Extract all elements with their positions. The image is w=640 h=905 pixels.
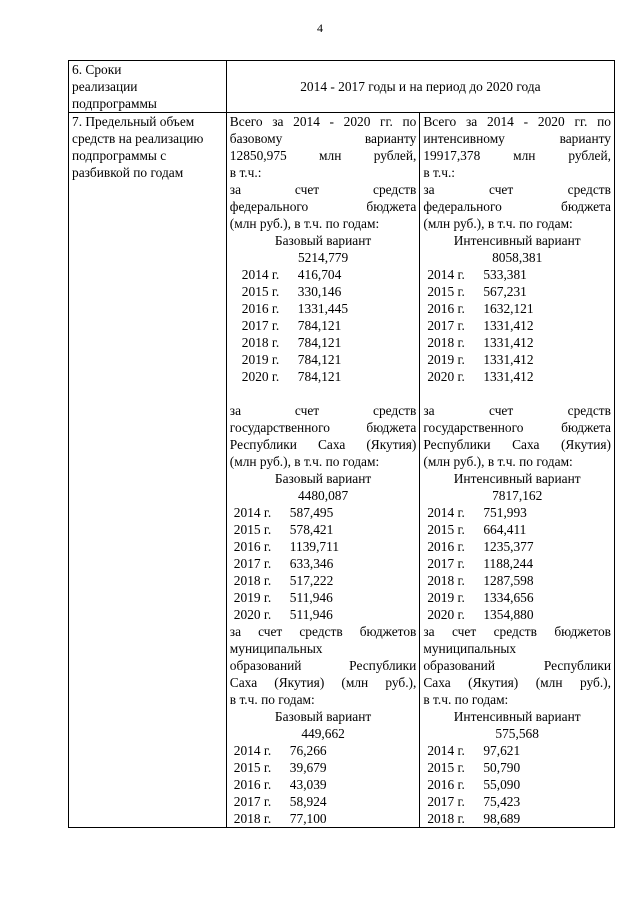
text-line: базовому варианту	[229, 131, 417, 146]
text-line: 19917,378 млн рублей,	[423, 148, 611, 163]
year-label: 2020 г.	[233, 607, 272, 622]
variant-title: Интенсивный вариант	[453, 471, 581, 486]
year-value: 1331,412	[483, 335, 534, 350]
subprogram-passport-table	[68, 60, 615, 828]
year-row	[423, 793, 611, 810]
text-line: (млн руб.), в т.ч. по годам:	[423, 454, 573, 469]
table-row-period	[69, 61, 615, 113]
year-row	[423, 589, 611, 606]
year-row	[230, 334, 417, 351]
year-value: 1331,412	[483, 352, 534, 367]
text-line: за счет средств	[229, 182, 417, 197]
label-line: подпрограммы с	[72, 148, 167, 163]
year-value: 567,231	[483, 284, 527, 299]
year-row	[423, 776, 611, 793]
year-label: 2017 г.	[233, 794, 272, 809]
text-line: федерального бюджета	[229, 199, 417, 214]
year-label: 2014 г.	[427, 743, 465, 758]
year-value: 97,621	[483, 743, 521, 758]
text-line: в т.ч. по годам:	[229, 692, 315, 707]
year-row	[230, 368, 417, 385]
year-label: 2015 г.	[233, 760, 272, 775]
year-label: 2018 г.	[233, 811, 272, 826]
year-row	[230, 606, 417, 623]
year-row	[423, 742, 611, 759]
year-row	[230, 300, 417, 317]
text-line: Всего за 2014 - 2020 гг. по	[423, 114, 611, 129]
year-row	[423, 368, 611, 385]
label-line: подпрограммы	[72, 96, 157, 111]
year-row	[230, 810, 417, 827]
label-line: 7. Предельный объем	[72, 114, 195, 129]
text-line: (млн руб.), в т.ч. по годам:	[229, 216, 380, 231]
text-line: в т.ч. по годам:	[423, 692, 509, 707]
year-label: 2018 г.	[233, 573, 272, 588]
year-row	[230, 283, 417, 300]
text-line: (млн руб.), в т.ч. по годам:	[229, 454, 380, 469]
year-value: 1287,598	[483, 573, 534, 588]
year-row	[230, 742, 417, 759]
label-line: разбивкой по годам	[72, 165, 184, 180]
year-label: 2017 г.	[427, 794, 465, 809]
variant-title: Базовый вариант	[274, 709, 372, 724]
text-line: в т.ч.:	[423, 165, 456, 180]
variant-total: 5214,779	[297, 250, 349, 265]
year-value: 1331,412	[483, 369, 534, 384]
year-label: 2014 г.	[427, 267, 465, 282]
base-variant-cell	[226, 113, 420, 828]
year-row	[423, 283, 611, 300]
year-value: 50,790	[483, 760, 521, 775]
year-value: 511,946	[289, 607, 333, 622]
year-value: 587,495	[289, 505, 334, 520]
text-line: Саха (Якутия) (млн руб.),	[423, 675, 611, 690]
year-label: 2018 г.	[427, 811, 465, 826]
year-row	[230, 521, 417, 538]
text-line: за счет средств бюджетов	[229, 624, 417, 639]
year-row	[423, 555, 611, 572]
year-label: 2015 г.	[241, 284, 280, 299]
variant-total: 4480,087	[297, 488, 349, 503]
text-line: интенсивному варианту	[423, 131, 611, 146]
year-label: 2014 г.	[233, 505, 272, 520]
year-row	[230, 555, 417, 572]
text-line: муниципальных	[423, 641, 517, 656]
year-value: 784,121	[297, 335, 342, 350]
year-row	[230, 572, 417, 589]
year-value: 416,704	[297, 267, 342, 282]
year-label: 2015 г.	[427, 760, 465, 775]
year-value: 75,423	[483, 794, 521, 809]
year-label: 2020 г.	[427, 369, 465, 384]
year-value: 39,679	[289, 760, 327, 775]
year-label: 2016 г.	[427, 777, 465, 792]
year-value: 1331,445	[297, 301, 349, 316]
text-line: государственного бюджета	[423, 420, 611, 435]
period-label-cell	[69, 61, 227, 113]
year-label: 2015 г.	[427, 522, 465, 537]
year-row	[230, 538, 417, 555]
year-row	[423, 317, 611, 334]
year-row	[230, 793, 417, 810]
variant-title: Базовый вариант	[274, 233, 372, 248]
period-value: 2014 - 2017 годы и на период до 2020 года	[226, 61, 614, 113]
year-value: 751,993	[483, 505, 527, 520]
label-line: средств на реализацию	[72, 131, 204, 146]
year-value: 784,121	[297, 318, 342, 333]
text-line: Республики Саха (Якутия)	[229, 437, 417, 452]
year-value: 1139,711	[289, 539, 340, 554]
year-row	[423, 810, 611, 827]
funding-label-cell	[69, 113, 227, 828]
year-value: 77,100	[289, 811, 327, 826]
year-row	[230, 351, 417, 368]
year-label: 2014 г.	[427, 505, 465, 520]
year-row	[423, 334, 611, 351]
year-row	[423, 300, 611, 317]
year-label: 2018 г.	[427, 335, 465, 350]
year-value: 784,121	[297, 369, 342, 384]
year-label: 2016 г.	[233, 777, 272, 792]
year-row	[423, 538, 611, 555]
text-line: Саха (Якутия) (млн руб.),	[229, 675, 417, 690]
year-value: 1334,656	[483, 590, 534, 605]
year-row	[230, 504, 417, 521]
year-row	[423, 504, 611, 521]
text-line: за счет средств бюджетов	[423, 624, 611, 639]
year-label: 2015 г.	[427, 284, 465, 299]
year-row	[423, 606, 611, 623]
year-value: 664,411	[483, 522, 527, 537]
spacer	[230, 385, 417, 402]
intensive-variant-cell	[420, 113, 615, 828]
text-line: муниципальных	[229, 641, 323, 656]
year-value: 55,090	[483, 777, 521, 792]
text-line: образований Республики	[423, 658, 611, 673]
year-value: 58,924	[289, 794, 327, 809]
year-value: 511,946	[289, 590, 333, 605]
variant-total: 575,568	[495, 726, 539, 741]
year-value: 1331,412	[483, 318, 534, 333]
year-row	[423, 266, 611, 283]
year-label: 2016 г.	[427, 539, 465, 554]
spacer	[423, 385, 611, 402]
year-row	[230, 589, 417, 606]
text-line: в т.ч.:	[229, 165, 262, 180]
year-row	[230, 776, 417, 793]
year-row	[230, 759, 417, 776]
year-value: 1632,121	[483, 301, 534, 316]
year-row	[230, 317, 417, 334]
year-label: 2019 г.	[233, 590, 272, 605]
year-row	[423, 351, 611, 368]
year-label: 2017 г.	[241, 318, 280, 333]
variant-title: Интенсивный вариант	[453, 709, 581, 724]
text-line: Всего за 2014 - 2020 гг. по	[229, 114, 417, 129]
year-label: 2015 г.	[233, 522, 272, 537]
year-value: 578,421	[289, 522, 334, 537]
year-label: 2017 г.	[427, 318, 465, 333]
year-label: 2016 г.	[233, 539, 272, 554]
label-line: 6. Сроки	[72, 62, 122, 77]
year-value: 784,121	[297, 352, 342, 367]
year-row	[230, 266, 417, 283]
text-line: государственного бюджета	[229, 420, 417, 435]
year-label: 2017 г.	[233, 556, 272, 571]
year-value: 43,039	[289, 777, 327, 792]
year-value: 76,266	[289, 743, 327, 758]
text-line: за счет средств	[423, 182, 611, 197]
year-label: 2019 г.	[427, 352, 465, 367]
text-line: Республики Саха (Якутия)	[423, 437, 611, 452]
page-number: 4	[317, 21, 323, 35]
year-value: 517,222	[289, 573, 334, 588]
variant-total: 8058,381	[492, 250, 543, 265]
year-label: 2020 г.	[241, 369, 280, 384]
year-label: 2019 г.	[241, 352, 280, 367]
year-value: 1188,244	[483, 556, 534, 571]
variant-title: Базовый вариант	[274, 471, 372, 486]
year-label: 2017 г.	[427, 556, 465, 571]
table-row-funding	[69, 113, 615, 828]
year-value: 633,346	[289, 556, 334, 571]
label-line: реализации	[72, 79, 138, 94]
text-line: 12850,975 млн рублей,	[229, 148, 417, 163]
year-label: 2016 г.	[427, 301, 465, 316]
variant-total: 7817,162	[492, 488, 543, 503]
text-line: за счет средств	[423, 403, 611, 418]
year-value: 533,381	[483, 267, 527, 282]
year-row	[423, 521, 611, 538]
variant-total: 449,662	[301, 726, 345, 741]
year-row	[423, 572, 611, 589]
text-line: федерального бюджета	[423, 199, 611, 214]
year-label: 2014 г.	[233, 743, 272, 758]
year-label: 2014 г.	[241, 267, 280, 282]
year-row	[423, 759, 611, 776]
year-label: 2019 г.	[427, 590, 465, 605]
text-line: образований Республики	[229, 658, 417, 673]
text-line: (млн руб.), в т.ч. по годам:	[423, 216, 573, 231]
text-line: за счет средств	[229, 403, 417, 418]
year-label: 2016 г.	[241, 301, 280, 316]
year-value: 98,689	[483, 811, 521, 826]
year-label: 2018 г.	[427, 573, 465, 588]
year-label: 2020 г.	[427, 607, 465, 622]
year-value: 1354,880	[483, 607, 534, 622]
year-value: 1235,377	[483, 539, 534, 554]
variant-title: Интенсивный вариант	[453, 233, 581, 248]
year-value: 330,146	[297, 284, 342, 299]
year-label: 2018 г.	[241, 335, 280, 350]
